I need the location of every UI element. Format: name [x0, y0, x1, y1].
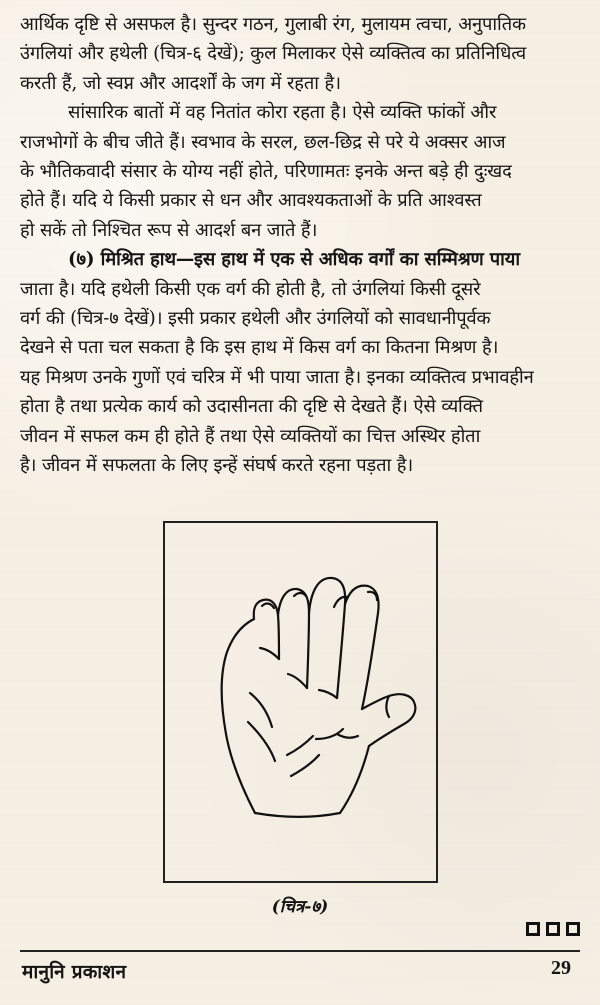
body-line-13: यह मिश्रण उनके गुणों एवं चरित्र में भी पाया जाता है। इनका व्यक्तित्व प्रभावहीन — [20, 366, 534, 388]
body-line-1: आर्थिक दृष्टि से असफल है। सुन्दर गठन, गुलाबी रंग, मुलायम त्वचा, अनुपातिक — [20, 14, 526, 35]
square-icon — [526, 922, 540, 936]
body-line-4: सांसारिक बातों में वह नितांत कोरा रहता है। ऐसे व्यक्ति फांकों और — [68, 102, 497, 124]
page-number: 29 — [551, 957, 571, 979]
publisher-name: मानुनि प्रकाशन — [22, 961, 127, 983]
body-line-14: होता है तथा प्रत्येक कार्य को उदासीनता की दृष्टि से देखते हैं। ऐसे व्यक्ति — [20, 396, 483, 418]
three-square-ornament-icon — [526, 922, 580, 936]
body-line-15: जीवन में सफल कम ही होते हैं तथा ऐसे व्यक्तियों का चित्त अस्थिर होता — [20, 425, 481, 447]
body-line-10: जाता है। यदि हथेली किसी एक वर्ग की होती है, तो उंगलियां किसी दूसरे — [20, 278, 481, 300]
body-line-6: के भौतिकवादी संसार के योग्य नहीं होते, परिणामतः इनके अन्त बड़े ही दुःखद — [20, 161, 512, 183]
body-line-2: उंगलियां और हथेली (चित्र-६ देखें); कुल मिलाकर ऐसे व्यक्तित्व का प्रतिनिधित्व — [20, 43, 526, 65]
square-icon — [546, 922, 560, 936]
hand-figure-frame — [163, 521, 438, 883]
body-line-11: वर्ग की (चित्र-७ देखें)। इसी प्रकार हथेली और उंगलियों को सावधानीपूर्वक — [20, 308, 491, 330]
section-heading-line: (७) मिश्रित हाथ—इस हाथ में एक से अधिक वर्गों का सम्मिश्रण पाया — [68, 249, 520, 271]
body-text — [20, 10, 592, 481]
footer-divider — [20, 950, 580, 952]
body-line-16: है। जीवन में सफलता के लिए इन्हें संघर्ष करते रहना पड़ता है। — [20, 455, 414, 477]
body-line-12: देखने से पता चल सकता है कि इस हाथ में किस वर्ग का कितना मिश्रण है। — [20, 337, 499, 359]
square-icon — [566, 922, 580, 936]
body-line-3: करती हैं, जो स्वप्न और आदर्शों के जग में रहता है। — [20, 72, 341, 94]
body-line-7: होते हैं। यदि ये किसी प्रकार से धन और आवश्यकताओं के प्रति आश्वस्त — [20, 190, 482, 212]
figure-caption: (चित्र-७) — [271, 897, 329, 917]
hand-illustration — [183, 531, 421, 873]
body-line-8: हो सकें तो निश्चित रूप से आदर्श बन जाते हैं। — [20, 219, 318, 241]
body-line-5: राजभोगों के बीच जीते हैं। स्वभाव के सरल, छल-छिद्र से परे ये अक्सर आज — [20, 131, 506, 153]
